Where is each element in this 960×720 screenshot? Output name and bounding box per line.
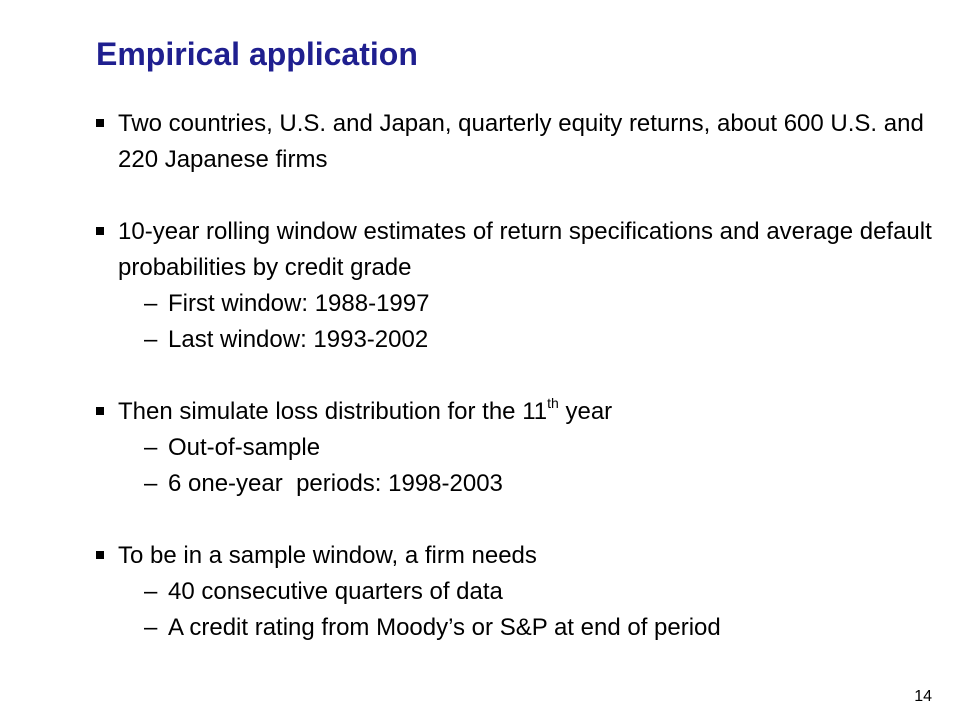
sub-list bbox=[118, 286, 936, 358]
sub-item bbox=[118, 322, 936, 358]
square-bullet-icon bbox=[96, 119, 104, 127]
dash-icon: – bbox=[144, 434, 158, 461]
sub-item-text: Out-of-sample bbox=[168, 434, 321, 461]
slide-title: Empirical application bbox=[96, 36, 418, 72]
dash-icon: – bbox=[144, 578, 158, 605]
bullet-text: 10-year rolling window estimates of return specifications and average default probabilities by credit grade bbox=[118, 218, 932, 281]
sub-item bbox=[118, 430, 936, 466]
bullet-text: To be in a sample window, a firm needs bbox=[118, 542, 537, 569]
slide-content bbox=[96, 106, 936, 682]
bullet-text-main: Then simulate loss distribution for the 11 bbox=[118, 398, 548, 425]
sub-item-text: Last window: 1993-2002 bbox=[168, 326, 429, 353]
superscript: th bbox=[547, 395, 559, 411]
page-number: 14 bbox=[914, 688, 932, 705]
dash-icon: – bbox=[144, 614, 158, 641]
bullet-item bbox=[96, 538, 936, 646]
sub-item bbox=[118, 574, 936, 610]
bullet-item bbox=[96, 394, 936, 502]
bullet-text: Two countries, U.S. and Japan, quarterly equity returns, about 600 U.S. and 220 Japanese firms bbox=[118, 110, 924, 173]
bullet-item bbox=[96, 214, 936, 358]
bullet-item bbox=[96, 106, 936, 178]
sub-item bbox=[118, 286, 936, 322]
sub-item bbox=[118, 610, 936, 646]
sub-item-text: First window: 1988-1997 bbox=[168, 290, 430, 317]
bullet-text-end: year bbox=[558, 398, 613, 425]
sub-item-text: A credit rating from Moody’s or S&P at end of period bbox=[168, 614, 721, 641]
sub-list bbox=[118, 574, 936, 646]
square-bullet-icon bbox=[96, 551, 104, 559]
dash-icon: – bbox=[144, 470, 158, 497]
bullet-text bbox=[118, 394, 936, 430]
sub-item bbox=[118, 466, 936, 502]
square-bullet-icon bbox=[96, 227, 104, 235]
dash-icon: – bbox=[144, 326, 158, 353]
square-bullet-icon bbox=[96, 407, 104, 415]
sub-item-text: 6 one-year periods: 1998-2003 bbox=[168, 470, 503, 497]
sub-item-text: 40 consecutive quarters of data bbox=[168, 578, 503, 605]
sub-list bbox=[118, 430, 936, 502]
dash-icon: – bbox=[144, 290, 158, 317]
